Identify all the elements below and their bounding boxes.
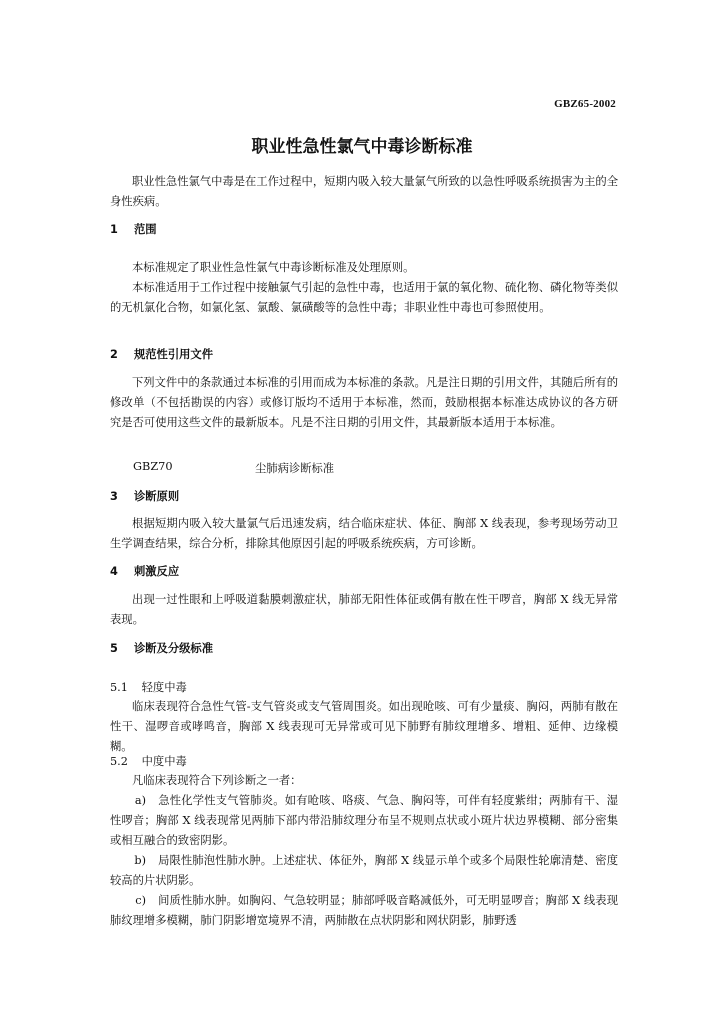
section-number: 2 bbox=[110, 348, 118, 361]
section-title: 诊断原则 bbox=[133, 490, 180, 503]
section-3-heading bbox=[110, 488, 179, 504]
section-number: 5 bbox=[110, 642, 118, 655]
subsection-number: 5.2 bbox=[110, 755, 128, 768]
reference-entry bbox=[133, 460, 335, 475]
subsection-5-2-heading bbox=[110, 753, 187, 769]
section-2-heading bbox=[110, 346, 213, 362]
section-4-heading bbox=[110, 563, 179, 579]
intro-paragraph: 职业性急性氯气中毒是在工作过程中，短期内吸入较大量氯气所致的以急性呼吸系统损害为主的全身性疾病。 bbox=[110, 175, 618, 208]
section-3-paragraph-1: 根据短期内吸入较大量氯气后迅速发病，结合临床症状、体征、胸部 X 线表现，参考现场劳动卫生学调查结果，综合分析，排除其他原因引起的呼吸系统疾病，方可诊断。 bbox=[110, 517, 618, 550]
list-item-text: 局限性肺泡性肺水肿。上述症状、体征外，胸部 X 线显示单个或多个局限性轮廓清楚、密度较高的片状阴影。 bbox=[110, 854, 618, 887]
section-title: 范围 bbox=[133, 223, 157, 236]
section-5-heading bbox=[110, 640, 213, 656]
list-item-text: 急性化学性支气管肺炎。如有呛咳、咯痰、气急、胸闷等，可伴有轻度紫绀；两肺有干、湿性啰音；胸部 X 线表现常见两肺下部内带沿肺纹理分布呈不规则点状或小斑片状边界模糊、部分密集或相互融合的致密阴影。 bbox=[110, 794, 618, 847]
list-item-marker: c) bbox=[135, 894, 146, 907]
list-item bbox=[110, 891, 618, 931]
section-2-paragraph-1: 下列文件中的条款通过本标准的引用而成为本标准的条款。凡是注日期的引用文件，其随后所有的修改单（不包括勘误的内容）或修订版均不适用于本标准，然而，鼓励根据本标准达成协议的各方研究是否可使用这些文件的最新版本。凡是不注日期的引用文件，其最新版本适用于本标准。 bbox=[110, 376, 618, 429]
section-title: 规范性引用文件 bbox=[133, 348, 214, 361]
section-title: 诊断及分级标准 bbox=[133, 642, 214, 655]
reference-code: GBZ70 bbox=[133, 460, 173, 473]
section-1-paragraph-1: 本标准规定了职业性急性氯气中毒诊断标准及处理原则。 bbox=[132, 261, 415, 274]
list-item-marker: b) bbox=[134, 854, 146, 867]
section-number: 4 bbox=[110, 565, 118, 578]
section-1-paragraph-2: 本标准适用于工作过程中接触氯气引起的急性中毒，也适用于氯的氧化物、硫化物、磷化物等类似的无机氯化合物，如氯化氢、氯酸、氯磺酸等的急性中毒；非职业性中毒也可参照使用。 bbox=[110, 281, 618, 314]
subsection-5-1-heading bbox=[110, 679, 187, 695]
section-number: 1 bbox=[110, 223, 118, 236]
list-item-text: 间质性肺水肿。如胸闷、气急较明显；肺部呼吸音略减低外，可无明显啰音；胸部 X 线表现肺纹理增多模糊，肺门阴影增宽境界不清，两肺散在点状阴影和网状阴影，肺野透 bbox=[110, 894, 618, 927]
section-number: 3 bbox=[110, 490, 118, 503]
subsection-title: 中度中毒 bbox=[141, 755, 187, 768]
document-title: 职业性急性氯气中毒诊断标准 bbox=[251, 137, 473, 157]
document-code: GBZ65-2002 bbox=[554, 98, 616, 110]
section-1-heading bbox=[110, 221, 157, 237]
list-item bbox=[110, 851, 618, 891]
subsection-title: 轻度中毒 bbox=[141, 681, 187, 694]
subsection-5-2-paragraph: 凡临床表现符合下列诊断之一者： bbox=[132, 774, 302, 787]
reference-name: 尘肺病诊断标准 bbox=[255, 462, 335, 475]
section-title: 刺激反应 bbox=[133, 565, 180, 578]
list-item bbox=[110, 791, 618, 851]
subsection-5-1-paragraph: 临床表现符合急性气管-支气管炎或支气管周围炎。如出现呛咳、可有少量痰、胸闷，两肺有散在性干、湿啰音或哮鸣音，胸部 X 线表现可无异常或可见下肺野有肺纹理增多、增粗、延伸、边缘模糊。 bbox=[110, 700, 618, 753]
section-4-paragraph-1: 出现一过性眼和上呼吸道黏膜刺激症状，肺部无阳性体征或偶有散在性干啰音，胸部 X 线无异常表现。 bbox=[110, 593, 618, 626]
list-item-marker: a) bbox=[134, 794, 146, 807]
subsection-number: 5.1 bbox=[110, 681, 128, 694]
